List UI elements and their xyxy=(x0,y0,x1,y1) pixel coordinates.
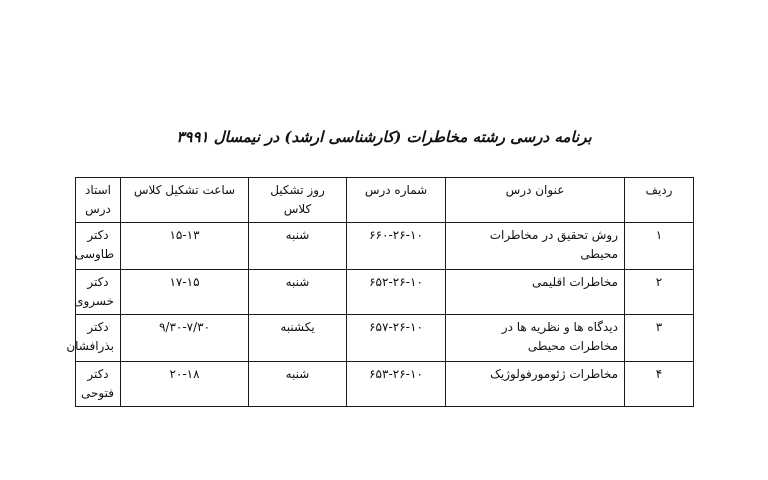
professor-cell: دکتر فتوحی xyxy=(76,362,121,407)
row-number-cell: ۱ xyxy=(625,223,694,270)
course-title-cell: دیدگاه ها و نظریه ها در مخاطرات محیطی xyxy=(446,315,625,362)
class-time-cell: ۹/۳۰-۷/۳۰ xyxy=(121,315,249,362)
course-code-cell: ۶۵۷-۲۶-۱۰ xyxy=(347,315,446,362)
class-day-cell: شنبه xyxy=(249,223,347,270)
professor-cell: دکتر طاوسی xyxy=(76,223,121,270)
header-class-time: ساعت تشکیل کلاس xyxy=(121,178,249,223)
course-title-cell: مخاطرات اقلیمی xyxy=(446,270,625,315)
header-course-title: عنوان درس xyxy=(446,178,625,223)
table-row xyxy=(76,362,694,407)
course-title-cell: روش تحقیق در مخاطرات محیطی xyxy=(446,223,625,270)
row-number-cell: ۲ xyxy=(625,270,694,315)
table-row xyxy=(76,270,694,315)
course-code-cell: ۶۶۰-۲۶-۱۰ xyxy=(347,223,446,270)
header-row-number: ردیف xyxy=(625,178,694,223)
course-code-cell: ۶۵۳-۲۶-۱۰ xyxy=(347,362,446,407)
professor-cell: دکتر بذرافشان xyxy=(76,315,121,362)
header-professor: استاد درس xyxy=(76,178,121,223)
course-title-cell: مخاطرات ژئومورفولوژیک xyxy=(446,362,625,407)
class-day-cell: شنبه xyxy=(249,270,347,315)
class-time-cell: ۱۷-۱۵ xyxy=(121,270,249,315)
table-row xyxy=(76,315,694,362)
document-title: برنامه درسی رشته مخاطرات (کارشناسی ارشد) در نیمسال ۳۹۹۱ xyxy=(176,128,592,146)
row-number-cell: ۴ xyxy=(625,362,694,407)
course-schedule-table xyxy=(66,177,694,407)
class-day-cell: یکشنبه xyxy=(249,315,347,362)
professor-cell: دکتر خسروی xyxy=(76,270,121,315)
class-day-cell: شنبه xyxy=(249,362,347,407)
course-code-cell: ۶۵۲-۲۶-۱۰ xyxy=(347,270,446,315)
row-number-cell: ۳ xyxy=(625,315,694,362)
header-course-code: شماره درس xyxy=(347,178,446,223)
table-header-row xyxy=(76,178,694,223)
table-row xyxy=(76,223,694,270)
header-class-day: روز تشکیل کلاس xyxy=(249,178,347,223)
class-time-cell: ۱۵-۱۳ xyxy=(121,223,249,270)
class-time-cell: ۲۰-۱۸ xyxy=(121,362,249,407)
